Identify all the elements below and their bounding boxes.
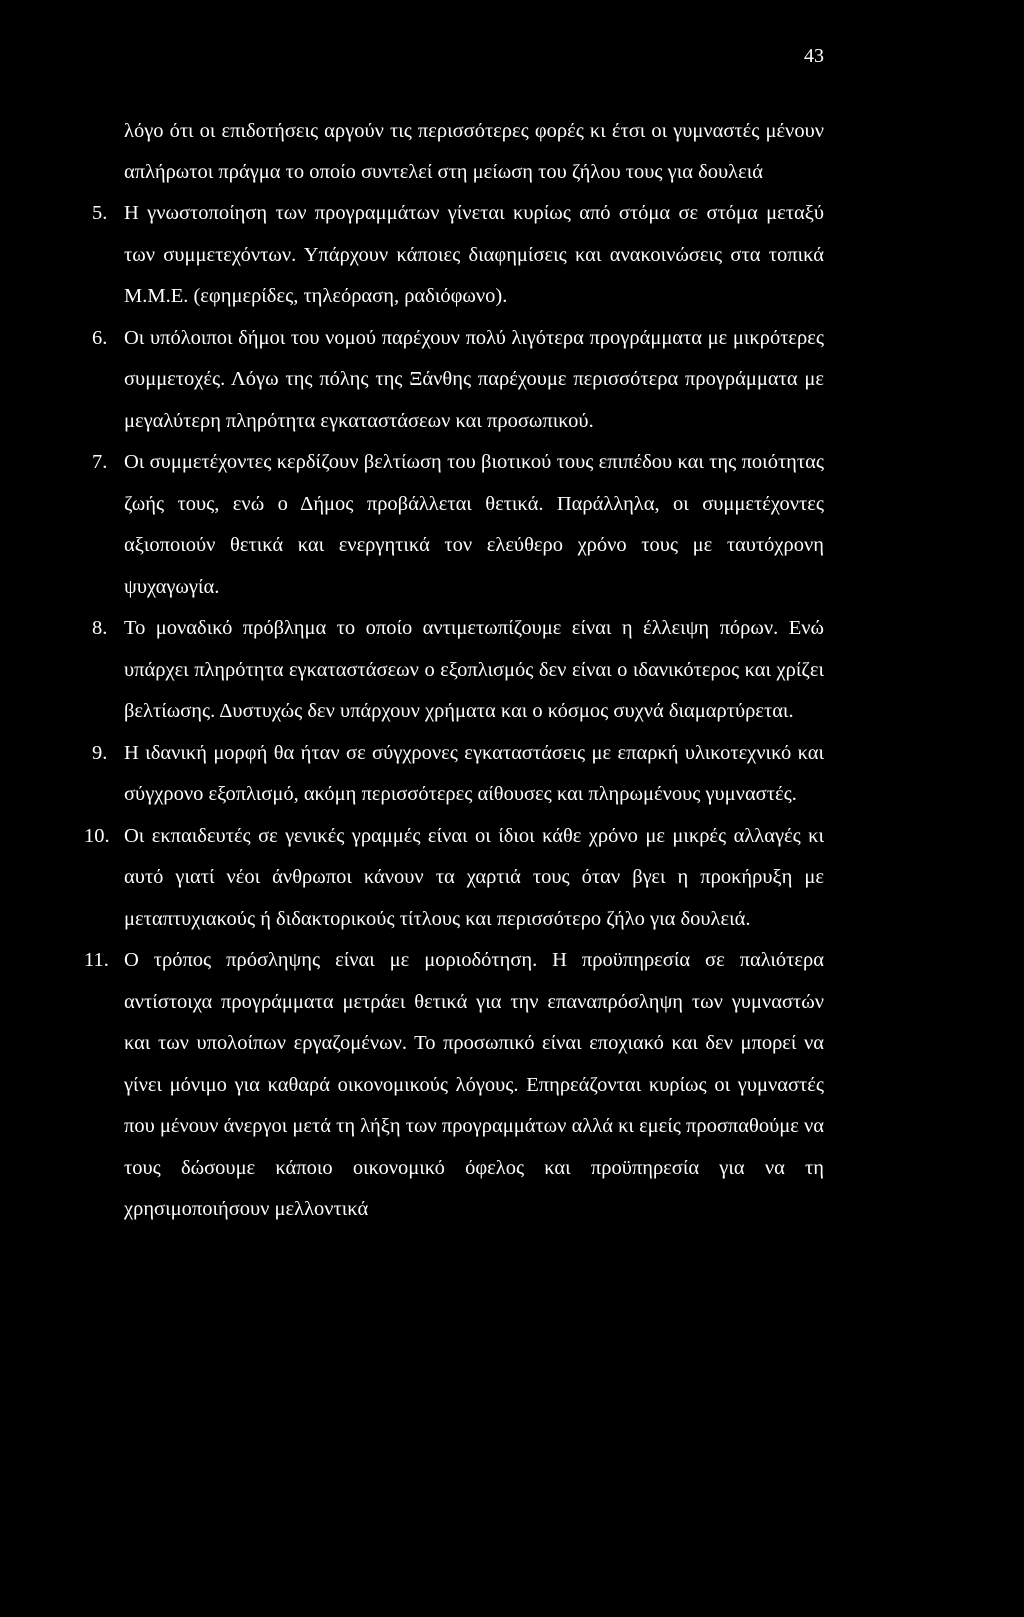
list-item-number: 8. [92, 617, 108, 639]
list-item-number: 7. [92, 451, 108, 473]
list-item-text: Οι εκπαιδευτές σε γενικές γραμμές είναι οι ίδιοι κάθε χρόνο με μικρές αλλαγές κι αυτό γιατί νέοι άνθρωποι κάνουν τα χαρτιά τους όταν βγει η προκήρυξη με μεταπτυχιακούς ή διδακτορικούς τίτλους και περισσότερο ζήλο για δουλειά. [124, 824, 824, 930]
list-item-9 [84, 733, 824, 816]
list-item-number: 5. [92, 202, 108, 224]
list-item-number: 10. [84, 824, 110, 847]
list-item-6 [84, 318, 824, 443]
list-item-number: 9. [92, 741, 108, 764]
list-item-number: 11. [84, 949, 109, 971]
list-item-text: Οι υπόλοιποι δήμοι του νομού παρέχουν πολύ λιγότερα προγράμματα με μικρότερες συμμετοχές. Λόγω της πόλης της Ξάνθης παρέχουμε περισσότερα προγράμματα με μεγαλύτερη πληρότητα εγκαταστάσεων και προσωπικού. [124, 326, 824, 432]
list-item-11 [84, 940, 824, 1231]
list-item-text: Η γνωστοποίηση των προγραμμάτων γίνεται κυρίως από στόμα σε στόμα μεταξύ των συμμετεχόντων. Υπάρχουν κάποιες διαφημίσεις και ανακοινώσεις στα τοπικά Μ.Μ.Ε. (εφημερίδες, τηλεόραση, ραδιόφωνο). [124, 202, 824, 307]
list-item-10 [84, 816, 824, 941]
list-item-text: Η ιδανική μορφή θα ήταν σε σύγχρονες εγκαταστάσεις με επαρκή υλικοτεχνικό και σύγχρονο εξοπλισμό, ακόμη περισσότερες αίθουσες και πληρωμένους γυμναστές. [124, 741, 824, 805]
list-item-text: Οι συμμετέχοντες κερδίζουν βελτίωση του βιοτικού τους επιπέδου και της ποιότητας ζωής τους, ενώ ο Δήμος προβάλλεται θετικά. Παράλληλα, οι συμμετέχοντες αξιοποιούν θετικά και ενεργητικά τον ελεύθερο χρόνο τους με ταυτόχρονη ψυχαγωγία. [124, 451, 824, 598]
list-item-text: Το μοναδικό πρόβλημα το οποίο αντιμετωπίζουμε είναι η έλλειψη πόρων. Ενώ υπάρχει πληρότητα εγκαταστάσεων ο εξοπλισμός δεν είναι ο ιδανικότερος και χρίζει βελτίωσης. Δυστυχώς δεν υπάρχουν χρήματα και ο κόσμος συχνά διαμαρτύρεται. [124, 617, 824, 722]
document-body [84, 111, 824, 1231]
list-item-number: 6. [92, 326, 108, 349]
list-item-8 [84, 608, 824, 733]
list-item-text: λόγο ότι οι επιδοτήσεις αργούν τις περισσότερες φορές κι έτσι οι γυμναστές μένουν απλήρωτοι πράγμα το οποίο συντελεί στη μείωση του ζήλου τους για δουλειά [124, 120, 824, 183]
list-item-continuation [84, 111, 824, 193]
page-number: 43 [804, 45, 824, 67]
list-item-7 [84, 442, 824, 608]
list-item-5 [84, 193, 824, 318]
list-item-text: Ο τρόπος πρόσληψης είναι με μοριοδότηση. Η προϋπηρεσία σε παλιότερα αντίστοιχα προγράμματα μετράει θετικά για την επαναπρόσληψη των γυμναστών και των υπολοίπων εργαζομένων. Το προσωπικό είναι εποχιακό και δεν μπορεί να γίνει μόνιμο για καθαρά οικονομικούς λόγους. Επηρεάζονται κυρίως οι γυμναστές που μένουν άνεργοι μετά τη λήξη των προγραμμάτων αλλά κι εμείς προσπαθούμε να τους δώσουμε κάποιο οικονομικό όφελος και προϋπηρεσία για να τη χρησιμοποιήσουν μελλοντικά [124, 949, 824, 1220]
